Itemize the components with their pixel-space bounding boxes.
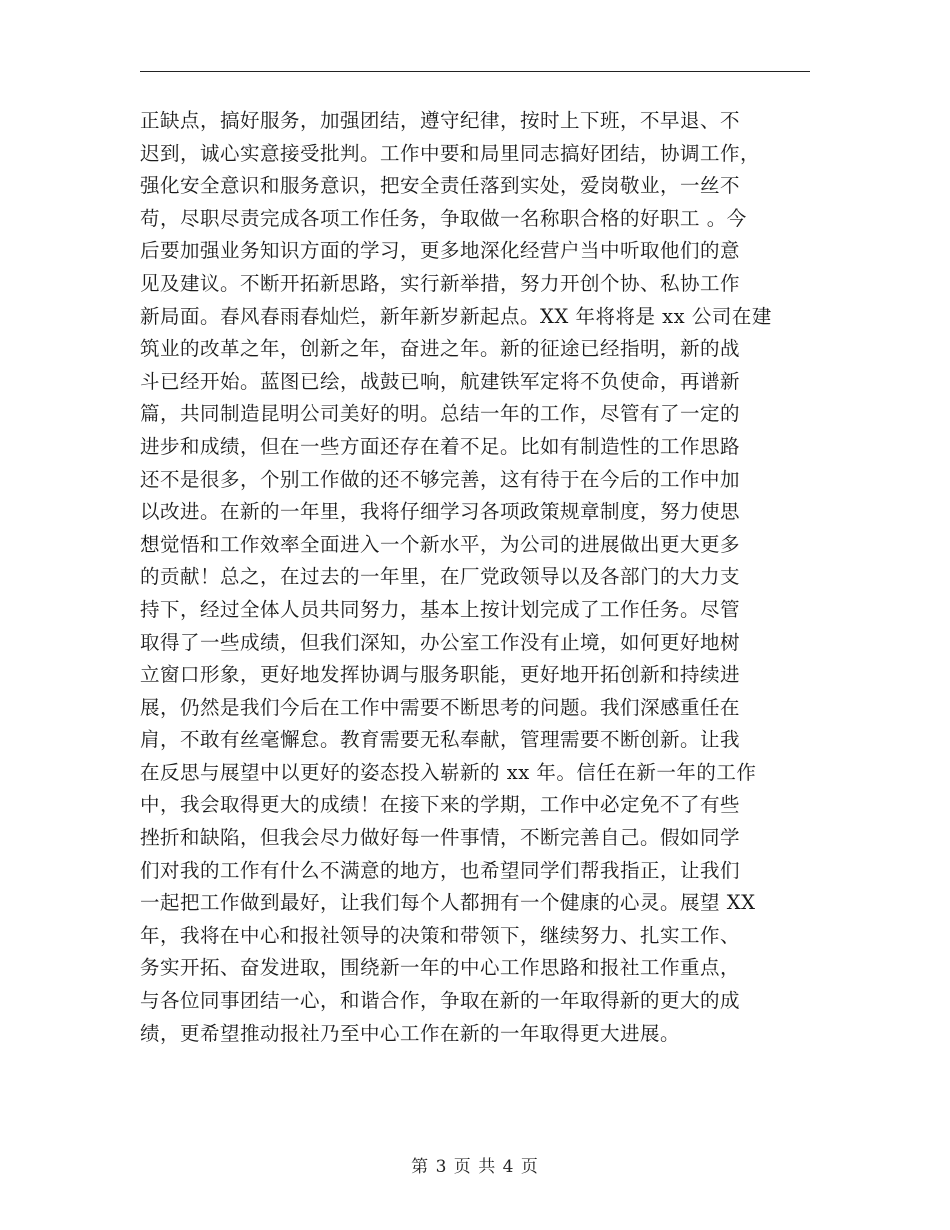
body-line: 苟，尽职尽责完成各项工作任务，争取做一名称职合格的好职工 。今 [140, 206, 747, 230]
body-line: 年，我将在中心和报社领导的决策和带领下，继续努力、扎实工作、 [140, 923, 741, 947]
body-line: 们对我的工作有什么不满意的地方，也希望同学们帮我指正，让我们 [140, 858, 741, 882]
body-line: 强化安全意识和服务意识，把安全责任落到实处，爱岗敬业，一丝不 [140, 174, 741, 198]
body-line: 新局面。春风春雨春灿烂，新年新岁新起点。XX 年将将是 xx 公司在建 [140, 304, 772, 328]
body-line: 取得了一些成绩，但我们深知，办公室工作没有止境，如何更好地树 [140, 630, 741, 654]
body-line: 挫折和缺陷，但我会尽力做好每一件事情，不断完善自己。假如同学 [140, 826, 741, 850]
body-line: 立窗口形象，更好地发挥协调与服务职能，更好地开拓创新和持续进 [140, 663, 741, 687]
body-line: 展，仍然是我们今后在工作中需要不断思考的问题。我们深感重任在 [140, 695, 741, 719]
body-line: 持下，经过全体人员共同努力，基本上按计划完成了工作任务。尽管 [140, 597, 741, 621]
body-line: 一起把工作做到最好，让我们每个人都拥有一个健康的心灵。展望 XX [140, 891, 756, 915]
body-line: 的贡献！总之，在过去的一年里，在厂党政领导以及各部门的大力支 [140, 565, 741, 589]
body-line: 在反思与展望中以更好的姿态投入崭新的 xx 年。信任在新一年的工作 [140, 760, 757, 784]
body-line: 与各位同事团结一心，和谐合作，争取在新的一年取得新的更大的成 [140, 989, 741, 1013]
body-line: 以改进。在新的一年里，我将仔细学习各项政策规章制度，努力使思 [140, 500, 741, 524]
body-line: 中，我会取得更大的成绩！在接下来的学期，工作中必定免不了有些 [140, 793, 741, 817]
body-line: 绩，更希望推动报社乃至中心工作在新的一年取得更大进展。 [140, 1021, 681, 1045]
body-line: 筑业的改革之年，创新之年，奋进之年。新的征途已经指明，新的战 [140, 337, 741, 361]
page-number-footer: 第 3 页 共 4 页 [411, 1157, 539, 1177]
body-line: 见及建议。不断开拓新思路，实行新举措，努力开创个协、私协工作 [140, 271, 741, 295]
body-line: 迟到，诚心实意接受批判。工作中要和局里同志搞好团结，协调工作， [140, 141, 761, 165]
body-line: 务实开拓、奋发进取，围绕新一年的中心工作思路和报社工作重点， [140, 956, 741, 980]
body-line: 进步和成绩，但在一些方面还存在着不足。比如有制造性的工作思路 [140, 434, 741, 458]
body-line: 还不是很多，个别工作做的还不够完善，这有待于在今后的工作中加 [140, 467, 741, 491]
header-rule [140, 71, 810, 72]
body-line: 斗已经开始。蓝图已绘，战鼓已响，航建铁军定将不负使命，再谱新 [140, 369, 741, 393]
body-line: 后要加强业务知识方面的学习，更多地深化经营户当中听取他们的意 [140, 239, 741, 263]
body-line: 肩，不敢有丝毫懈怠。教育需要无私奉献，管理需要不断创新。让我 [140, 728, 741, 752]
body-line: 篇，共同制造昆明公司美好的明。总结一年的工作，尽管有了一定的 [140, 402, 741, 426]
document-body [140, 105, 812, 1050]
body-line: 想觉悟和工作效率全面进入一个新水平，为公司的进展做出更大更多 [140, 532, 741, 556]
body-line: 正缺点，搞好服务，加强团结，遵守纪律，按时上下班，不早退、不 [140, 109, 741, 132]
